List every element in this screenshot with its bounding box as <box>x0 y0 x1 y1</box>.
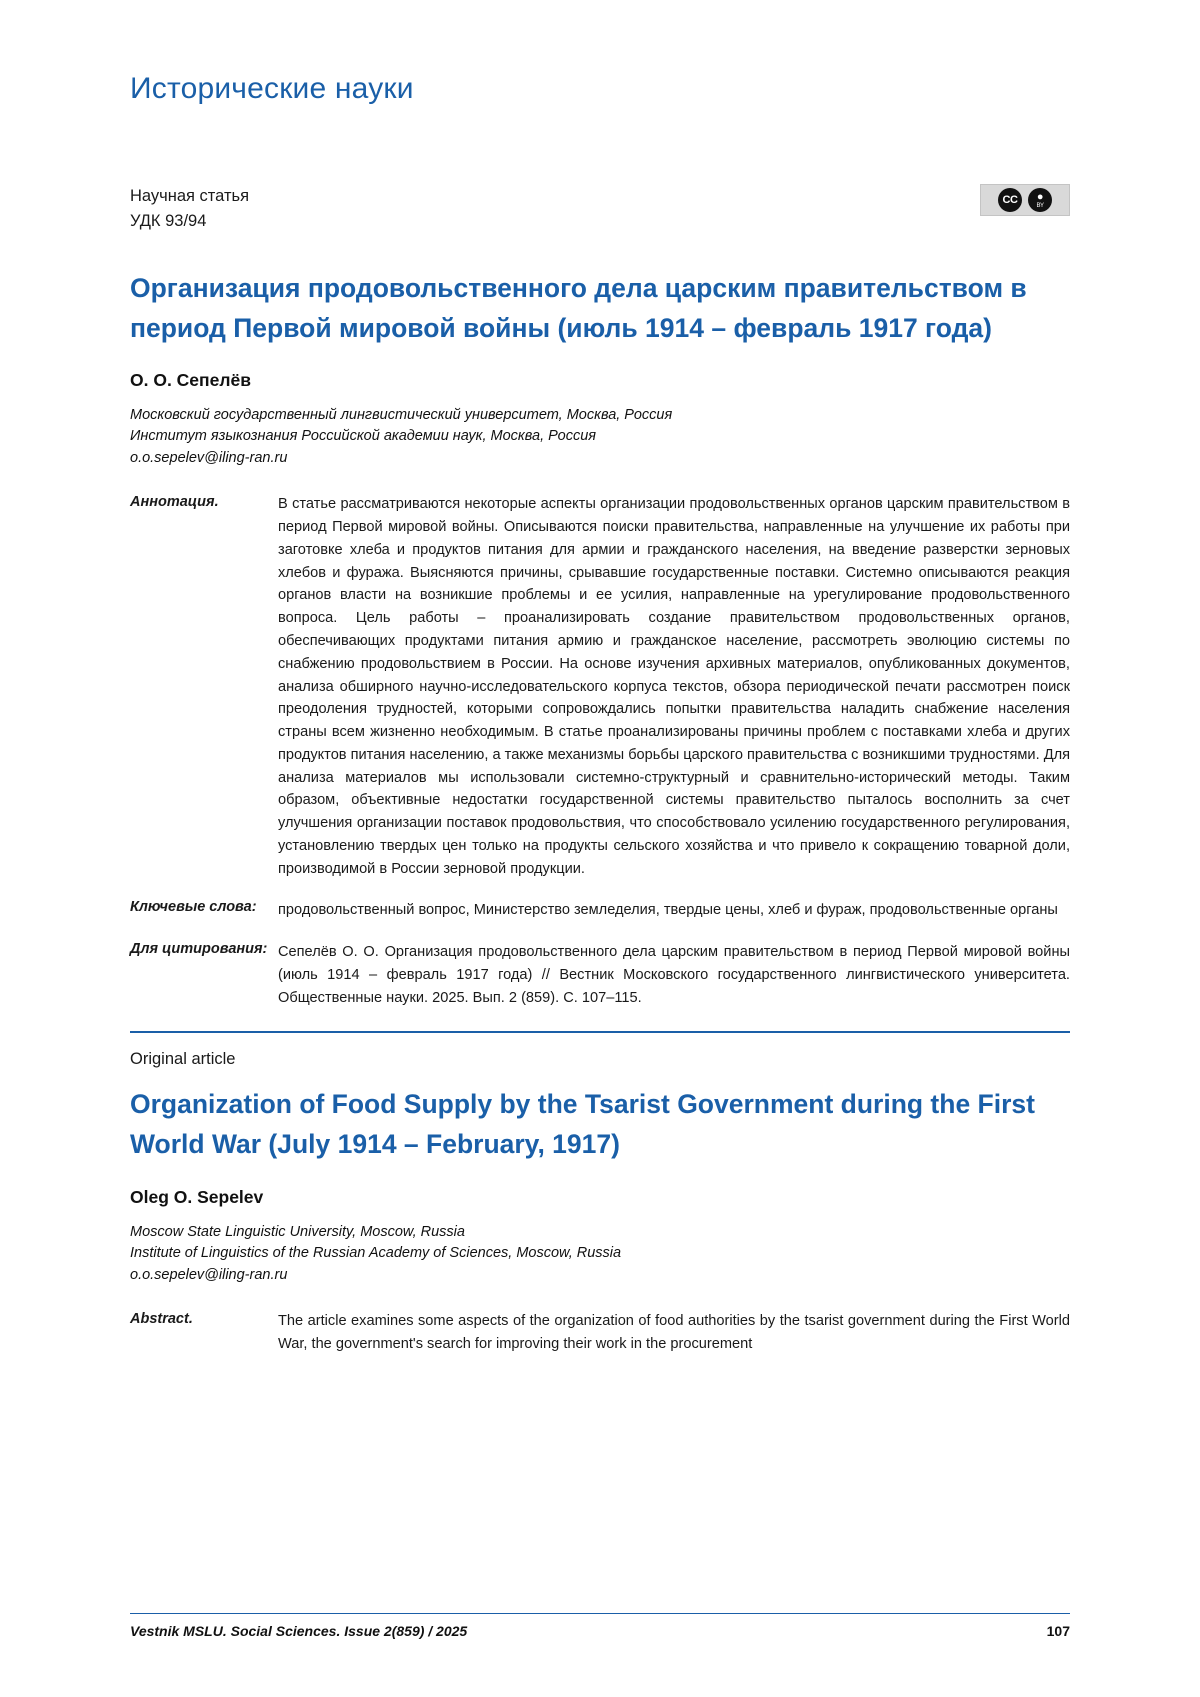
author-name-en: Oleg O. Sepelev <box>130 1186 264 1207</box>
citation-section-ru <box>130 941 1070 1009</box>
page-number: 107 <box>1046 1623 1070 1639</box>
article-type-label-en: Original article <box>130 1050 236 1069</box>
article-meta <box>130 184 249 234</box>
section-divider <box>130 1031 1070 1033</box>
footer-divider <box>130 1613 1070 1614</box>
page-title-en: Organization of Food Supply by the Tsarist Government during the First World War (July 1914 – February, 1917) <box>130 1089 1035 1160</box>
page-footer <box>130 1613 1070 1639</box>
footer-journal-info: Vestnik MSLU. Social Sciences. Issue 2(859) / 2025 <box>130 1623 468 1639</box>
cc-mark-icon: CC <box>998 188 1022 212</box>
abstract-section-ru <box>130 493 1070 880</box>
abstract-text-en: The article examines some aspects of the organization of food authorities by the tsarist government during the First World War, the government's search for improving their work in the procurement <box>278 1313 1070 1353</box>
article-meta-row <box>130 184 1070 234</box>
footer-row <box>130 1623 1070 1639</box>
affiliation-ru-1: Московский государственный лингвистический университет, Москва, Россия <box>130 407 673 424</box>
abstract-label-en: Abstract. <box>130 1311 193 1328</box>
affiliations-ru <box>130 405 1070 469</box>
page-title-ru: Организация продовольственного дела царским правительством в период Первой мировой войны (июль 1914 – февраль 1917 года) <box>130 272 1027 343</box>
author-name-ru: О. О. Сепелёв <box>130 370 251 391</box>
cc-by-person-glyph: ● <box>1036 190 1044 203</box>
udc-label: УДК 93/94 <box>130 211 207 230</box>
citation-label-ru: Для цитирования: <box>130 941 268 958</box>
affiliation-ru-2: Институт языкознания Российской академии наук, Москва, Россия <box>130 428 597 445</box>
article-type-label: Научная статья <box>130 187 250 205</box>
keywords-section-ru <box>130 899 1070 922</box>
affiliations-en <box>130 1222 1070 1286</box>
affiliation-en-2: Institute of Linguistics of the Russian Academy of Sciences, Moscow, Russia <box>130 1245 622 1262</box>
keywords-text-ru: продовольственный вопрос, Министерство земледелия, твердые цены, хлеб и фураж, продовольственные органы <box>278 902 1058 919</box>
citation-text-ru: Сепелёв О. О. Организация продовольственного дела царским правительством в период Первой мировой войны (июль 1914 – февраль 1917 года) // Вестник Московского государственного лингвистического университета. Общественные науки. 2025. Вып. 2 (859). С. 107–115. <box>278 944 1070 1006</box>
affiliation-en-1: Moscow State Linguistic University, Moscow, Russia <box>130 1223 465 1240</box>
creative-commons-icon <box>980 184 1070 216</box>
abstract-section-en <box>130 1310 1070 1356</box>
abstract-text-ru: В статье рассматриваются некоторые аспекты организации продовольственных органов царским правительством в период Первой мировой войны. Описываются поиски правительства, направленные на улучшение их работы при заготовке хлеба и продуктов питания для армии и гражданского населения, на введение разверстки зерновых хлебов и фуража. Выясняются причины, срывавшие государственные поставки. Системно описываются реакция органов власти на возникшие проблемы и ее усилия, направленные на урегулирование продовольственного вопроса. Цель работы – проанализировать создание правительством продовольственных органов, обеспечивающих продуктами питания армию и гражданское население, рассмотреть эволюцию системы по снабжению продовольствием в России. На основе изучения архивных материалов, опубликованных документов, анализа обширного научно-исследовательского корпуса текстов, обзора периодической печати рассмотрен поиск преодоления трудностей, которыми сопровождались попытки правительства наладить снабжение населения страны всем жизненно необходимым. В статье проанализированы причины проблем с поставками хлеба и других продуктов питания населению, а также механизмы борьбы царского правительства с возникшими трудностями. Для анализа материалов мы использовали системно-структурный и сравнительно-исторический методы. Таким образом, объективные недостатки государственной системы правительство пыталось восполнить за счет улучшения организации поставок продовольствия, что способствовало усилению государственного регулирования, установлению твердых цен только на продукты сельского хозяйства и что привело к сокращению товарной доли, производимой в России зерновой продукции. <box>278 496 1070 877</box>
keywords-label-ru: Ключевые слова: <box>130 899 257 916</box>
abstract-label-ru: Аннотация. <box>130 494 219 511</box>
section-heading: Исторические науки <box>130 72 414 105</box>
cc-by-label: BY <box>1036 202 1044 209</box>
cc-by-icon <box>1028 188 1052 212</box>
author-email-en: o.o.sepelev@iling-ran.ru <box>130 1266 288 1283</box>
author-email-ru: o.o.sepelev@iling-ran.ru <box>130 449 288 466</box>
